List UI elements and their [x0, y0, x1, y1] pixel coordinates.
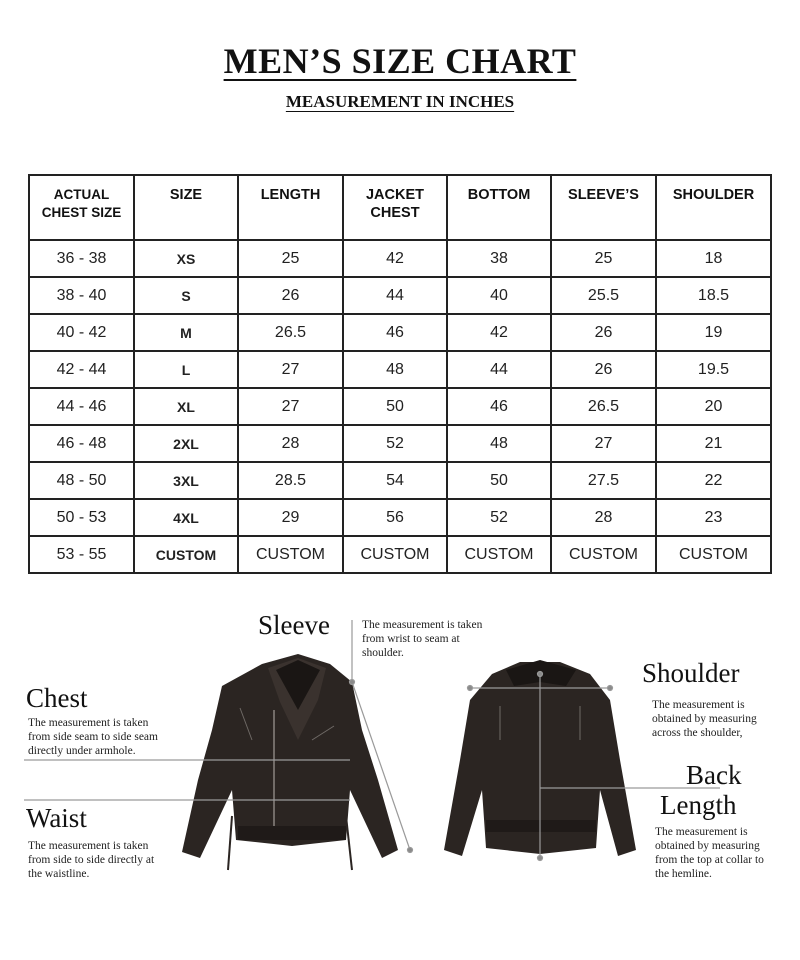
table-cell: 46	[447, 388, 551, 425]
table-row	[29, 314, 771, 351]
table-cell: 44 - 46	[29, 388, 134, 425]
table-cell: 42	[447, 314, 551, 351]
table-cell: 27	[238, 388, 343, 425]
table-cell: CUSTOM	[656, 536, 771, 573]
table-cell: CUSTOM	[238, 536, 343, 573]
table-cell: 27	[238, 351, 343, 388]
table-cell: CUSTOM	[551, 536, 656, 573]
column-header-bottom: BOTTOM	[447, 175, 551, 240]
front-jacket-icon	[182, 654, 398, 870]
table-cell: 46 - 48	[29, 425, 134, 462]
column-header-size: SIZE	[134, 175, 238, 240]
sleeve-description: The measurement is taken from wrist to seam at shoulder.	[362, 619, 483, 659]
table-cell: 50	[447, 462, 551, 499]
table-cell: 50 - 53	[29, 499, 134, 536]
table-cell: XS	[134, 240, 238, 277]
table-cell: 44	[447, 351, 551, 388]
sleeve-label: Sleeve	[258, 610, 330, 640]
table-cell: 54	[343, 462, 447, 499]
table-cell: 48	[447, 425, 551, 462]
table-cell: 25	[238, 240, 343, 277]
table-row	[29, 351, 771, 388]
table-cell: CUSTOM	[447, 536, 551, 573]
table-cell: 48	[343, 351, 447, 388]
table-cell: 20	[656, 388, 771, 425]
waist-description: The measurement is taken from side to side directly at the waistline.	[28, 840, 155, 880]
table-cell: 27.5	[551, 462, 656, 499]
table-cell: 19	[656, 314, 771, 351]
table-cell: 27	[551, 425, 656, 462]
table-cell: 26	[551, 314, 656, 351]
table-cell: 52	[447, 499, 551, 536]
table-cell: 46	[343, 314, 447, 351]
table-cell: 21	[656, 425, 771, 462]
table-cell: 53 - 55	[29, 536, 134, 573]
table-row	[29, 425, 771, 462]
table-cell: 48 - 50	[29, 462, 134, 499]
table-cell: 28	[551, 499, 656, 536]
table-cell: 40	[447, 277, 551, 314]
table-cell: 25.5	[551, 277, 656, 314]
table-row	[29, 462, 771, 499]
table-cell: 22	[656, 462, 771, 499]
column-header-jacket-chest: JACKET CHEST	[343, 175, 447, 240]
back-length-label-line2: Length	[660, 790, 737, 820]
table-cell: 26	[238, 277, 343, 314]
table-cell: 26	[551, 351, 656, 388]
table-cell: 56	[343, 499, 447, 536]
table-row	[29, 536, 771, 573]
table-cell: CUSTOM	[343, 536, 447, 573]
table-cell: 3XL	[134, 462, 238, 499]
back-length-description: The measurement is obtained by measuring from the top at collar to the hemline.	[655, 826, 764, 880]
table-cell: 44	[343, 277, 447, 314]
table-cell: 42	[343, 240, 447, 277]
table-header-row	[29, 175, 771, 240]
table-row	[29, 499, 771, 536]
table-cell: 38	[447, 240, 551, 277]
table-cell: 28.5	[238, 462, 343, 499]
table-cell: 42 - 44	[29, 351, 134, 388]
chest-description: The measurement is taken from side seam to side seam directly under armhole.	[28, 717, 158, 757]
table-cell: 50	[343, 388, 447, 425]
table-cell: 29	[238, 499, 343, 536]
size-chart-table	[28, 174, 772, 574]
table-cell: 19.5	[656, 351, 771, 388]
table-cell: 52	[343, 425, 447, 462]
table-cell: 26.5	[238, 314, 343, 351]
column-header-sleeves: SLEEVE’S	[551, 175, 656, 240]
table-cell: 25	[551, 240, 656, 277]
table-row	[29, 277, 771, 314]
table-cell: 40 - 42	[29, 314, 134, 351]
shoulder-label: Shoulder	[642, 658, 740, 688]
table-cell: M	[134, 314, 238, 351]
table-cell: 38 - 40	[29, 277, 134, 314]
table-cell: 23	[656, 499, 771, 536]
table-cell: XL	[134, 388, 238, 425]
table-cell: 18	[656, 240, 771, 277]
table-cell: CUSTOM	[134, 536, 238, 573]
back-length-label-line1: Back	[686, 760, 742, 790]
shoulder-description: The measurement is obtained by measuring across the shoulder,	[652, 699, 757, 739]
table-row	[29, 240, 771, 277]
waist-label: Waist	[26, 803, 87, 833]
chest-label: Chest	[26, 683, 88, 713]
page-subtitle: MEASUREMENT IN INCHES	[285, 92, 515, 111]
table-cell: S	[134, 277, 238, 314]
column-header-length: LENGTH	[238, 175, 343, 240]
table-row	[29, 388, 771, 425]
page-title: MEN’S SIZE CHART	[223, 41, 577, 81]
column-header-shoulder: SHOULDER	[656, 175, 771, 240]
table-cell: 18.5	[656, 277, 771, 314]
table-cell: 2XL	[134, 425, 238, 462]
table-cell: 4XL	[134, 499, 238, 536]
table-cell: 26.5	[551, 388, 656, 425]
column-header-actual-chest: ACTUAL CHEST SIZE	[29, 175, 134, 240]
table-cell: 36 - 38	[29, 240, 134, 277]
table-cell: 28	[238, 425, 343, 462]
table-cell: L	[134, 351, 238, 388]
